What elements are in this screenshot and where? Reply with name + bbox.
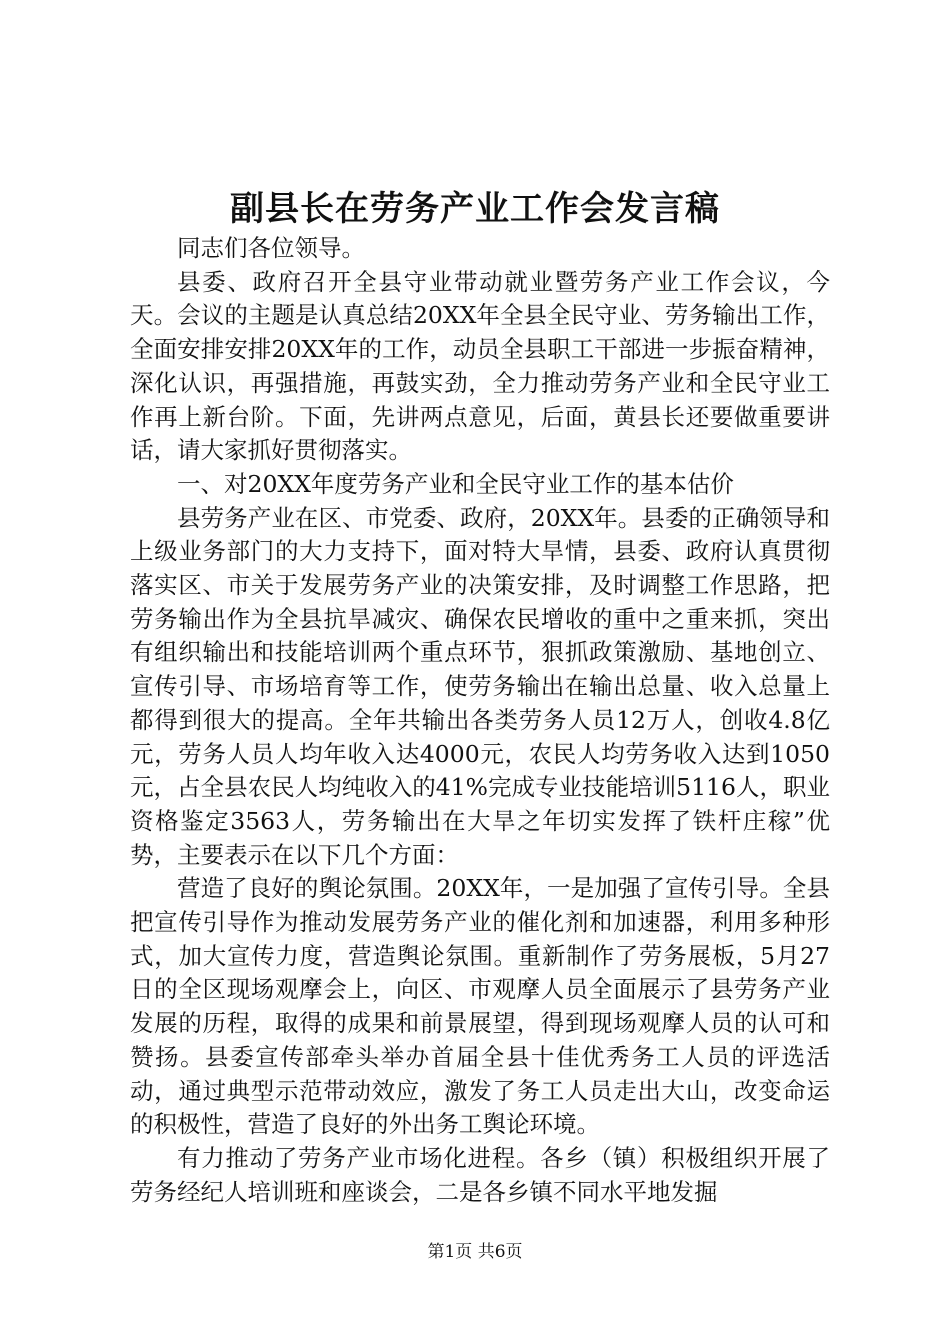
page-footer: 第1页 共6页: [427, 1242, 523, 1262]
paragraph-greeting: 同志们各位领导。: [177, 234, 365, 262]
document-title: 副县长在劳务产业工作会发言稿: [230, 189, 720, 229]
paragraph-publicity: 营造了良好的舆论氛围。20XX年，一是加强了宣传引导。全县把宣传引导作为推动发展劳务产业的催化剂和加速器，利用多种形式，加大宣传力度，营造舆论氛围。重新制作了劳务展板，5月27日的全区现场观摩会上，向区、市观摩人员全面展示了县劳务产业发展的历程，取得的成果和前景展望，得到现场观摩人员的认可和赞扬。县委宣传部牵头举办首届全县十佳优秀务工人员的评选活动，通过典型示范带动效应，激发了务工人员走出大山，改变命运的积极性，营造了良好的外出务工舆论环境。: [130, 874, 830, 1139]
paragraph-overview: 县劳务产业在区、市党委、政府，20XX年。县委的正确领导和上级业务部门的大力支持下，面对特大旱情，县委、政府认真贯彻落实区、市关于发展劳务产业的决策安排，及时调整工作思路，把劳务输出作为全县抗旱减灾、确保农民增收的重中之重来抓，突出有组织输出和技能培训两个重点环节，狠抓政策激励、基地创立、宣传引导、市场培育等工作，使劳务输出在输出总量、收入总量上都得到很大的提高。全年共输出各类劳务人员12万人，创收4.8亿元，劳务人员人均年收入达4000元，农民人均劳务收入达到1050元，占全县农民人均纯收入的41%完成专业技能培训5116人，职业资格鉴定3563人，劳务输出在大旱之年切实发挥了铁杆庄稼”优势，主要表示在以下几个方面：: [130, 503, 830, 869]
document-body: [130, 232, 830, 1209]
paragraph-intro: 县委、政府召开全县守业带动就业暨劳务产业工作会议，今天。会议的主题是认真总结20XX年全县全民守业、劳务输出工作，全面安排安排20XX年的工作，动员全县职工干部进一步振奋精神，深化认识，再强措施，再鼓实劲，全力推动劳务产业和全民守业工作再上新台阶。下面，先讲两点意见，后面，黄县长还要做重要讲话，请大家抓好贯彻落实。: [130, 267, 830, 465]
section-heading: 一、对20XX年度劳务产业和全民守业工作的基本估价: [177, 469, 734, 498]
paragraph-market: 有力推动了劳务产业市场化进程。各乡（镇）积极组织开展了劳务经纪人培训班和座谈会，二是各乡镇不同水平地发掘: [130, 1143, 830, 1206]
